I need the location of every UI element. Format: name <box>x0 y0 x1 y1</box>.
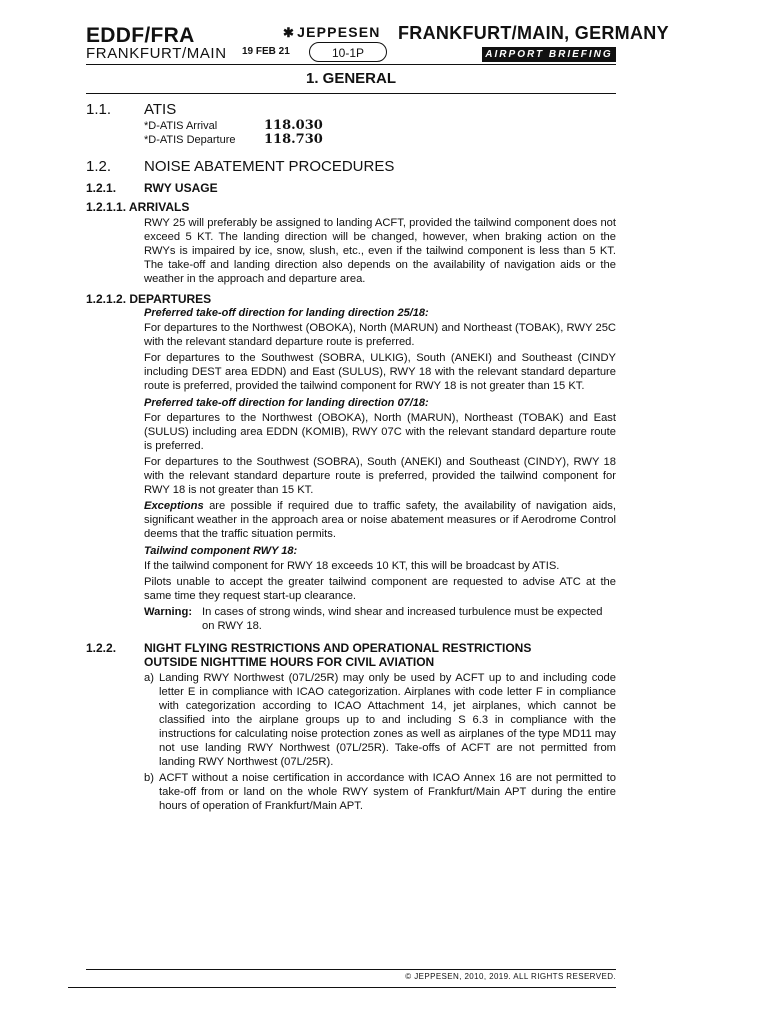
heading-line: NIGHT FLYING RESTRICTIONS AND OPERATIONAL RESTRICTIONS <box>144 641 532 655</box>
brand-logo <box>283 24 381 41</box>
heading-number: 1.2. <box>86 158 112 175</box>
heading-text: DEPARTURES <box>129 292 212 306</box>
atis-frequency: 118.030 <box>264 118 323 133</box>
exceptions-label: Exceptions <box>144 500 204 512</box>
subheading-25-18: Preferred take-off direction for landing direction 25/18: <box>144 307 429 319</box>
heading-text: ARRIVALS <box>128 200 190 214</box>
footer-bottom-divider <box>68 987 616 988</box>
document-body <box>86 98 616 813</box>
heading-text: ATIS <box>144 101 177 118</box>
paragraph: If the tailwind component for RWY 18 exceeds 10 KT, this will be broadcast by ATIS. <box>144 560 560 572</box>
list-text: ACFT without a noise certification in accordance with ICAO Annex 16 are not permitted to take-off from or land on the whole RWY system of Frankfurt/Main APT during the entire hours of operation of Frankfurt/Main APT. <box>159 772 616 812</box>
heading-line: OUTSIDE NIGHTTIME HOURS FOR CIVIL AVIATION <box>144 655 435 669</box>
list-item <box>144 671 616 769</box>
heading-text: RWY USAGE <box>144 181 218 195</box>
heading-number: 1.2.1.1. <box>86 200 127 214</box>
warning-text: In cases of strong winds, wind shear and increased turbulence must be expected on RWY 18. <box>202 606 603 632</box>
subheading-tailwind: Tailwind component RWY 18: <box>144 545 298 557</box>
chart-number: 10-1P <box>309 42 387 62</box>
list-marker: a) <box>144 672 154 684</box>
brand-name: JEPPESEN <box>297 24 381 40</box>
subheading-07-18: Preferred take-off direction for landing direction 07/18: <box>144 397 429 409</box>
paragraph: Pilots unable to accept the greater tailwind component are requested to advise ATC at the same time they request start-up clearance. <box>144 576 616 602</box>
heading-number: 1.2.1.2. <box>86 292 127 306</box>
airport-city: FRANKFURT/MAIN <box>86 45 227 62</box>
paragraph: For departures to the Northwest (OBOKA), North (MARUN) and Northeast (TOBAK), RWY 25C with the relevant standard departure route is preferred. <box>144 322 616 348</box>
night-restrictions-list <box>144 671 616 813</box>
atis-label: *D-ATIS Departure <box>144 134 236 146</box>
atis-label: *D-ATIS Arrival <box>144 120 218 132</box>
chart-type-banner: AIRPORT BRIEFING <box>482 47 616 62</box>
list-text: Landing RWY Northwest (07L/25R) may only be used by ACFT up to and including code letter E in compliance with ICAO categorization. Airplanes with code letter F in compliance with categorization according to ICAO Attachment 14, jet airplanes, which cannot be classified into the airplane groups up to and including S 6.3 in compliance with the instructions for calculating noise protection zones as well as airplanes of the type MD11 may not use landing RWY Northwest (07L/25R). Take-offs of ACFT are not permitted from landing RWY Northwest (07L/25R). <box>159 672 616 768</box>
departures-heading <box>86 292 616 306</box>
copyright-notice: © JEPPESEN, 2010, 2019. ALL RIGHTS RESERVED. <box>405 972 616 981</box>
night-heading <box>86 641 616 669</box>
atis-heading <box>86 101 616 118</box>
heading-number: 1.1. <box>86 101 112 118</box>
section-divider <box>86 93 616 94</box>
exceptions-paragraph <box>144 499 616 541</box>
noise-heading <box>86 158 616 175</box>
arrivals-text: RWY 25 will preferably be assigned to landing ACFT, provided the tailwind component does not exceed 5 KT. The landing direction will be changed, however, when braking action on the RWYs is impaired by ice, snow, slush, etc., even if the tailwind component is less than 5 KT. The take-off and landing direction also depends on the availability of navigation aids or the weather in the approach and departure area. <box>144 217 616 285</box>
list-marker: b) <box>144 772 154 784</box>
footer-divider <box>86 969 616 970</box>
jeppesen-logo-icon: ✱ <box>283 25 296 40</box>
heading-number: 1.2.2. <box>86 641 117 655</box>
header-divider <box>86 64 616 65</box>
location-title: FRANKFURT/MAIN, GERMANY <box>398 23 669 43</box>
arrivals-heading <box>86 200 616 214</box>
paragraph: For departures to the Northwest (OBOKA), North (MARUN), Northeast (TOBAK) and East (SULUS) including area EDDN (KOMIB), RWY 07C with the relevant standard departure route is preferred. <box>144 412 616 452</box>
heading-number: 1.2.1. <box>86 181 117 195</box>
atis-row <box>144 118 616 132</box>
rwy-usage-heading <box>86 181 616 195</box>
section-title: 1. GENERAL <box>305 70 396 87</box>
airport-code: EDDF/FRA <box>86 24 195 47</box>
chart-date: 19 FEB 21 <box>242 46 290 57</box>
paragraph: For departures to the Southwest (SOBRA, ULKIG), South (ANEKI) and Southeast (CINDY including DEST area EDDN) and East (SULUS), RWY 18 with the relevant standard departure route is preferred, provided the tailwind component for RWY 18 is not greater than 15 KT. <box>144 352 616 392</box>
warning-note <box>144 605 616 633</box>
warning-label: Warning: <box>144 606 193 618</box>
heading-text: NOISE ABATEMENT PROCEDURES <box>144 158 395 175</box>
paragraph: For departures to the Southwest (SOBRA), South (ANEKI) and Southeast (CINDY), RWY 18 with the relevant standard departure route is preferred, provided the tailwind component for RWY 18 is not greater than 15 KT. <box>144 456 616 496</box>
exceptions-text: are possible if required due to traffic safety, the availability of navigation aids, significant weather in the approach area or noise abatement measures or if Aerodrome Control deems that the traffic situation permits. <box>144 500 616 540</box>
atis-row <box>144 132 616 146</box>
heading-text <box>144 641 531 669</box>
list-item <box>144 771 616 813</box>
atis-frequency: 118.730 <box>264 132 323 147</box>
